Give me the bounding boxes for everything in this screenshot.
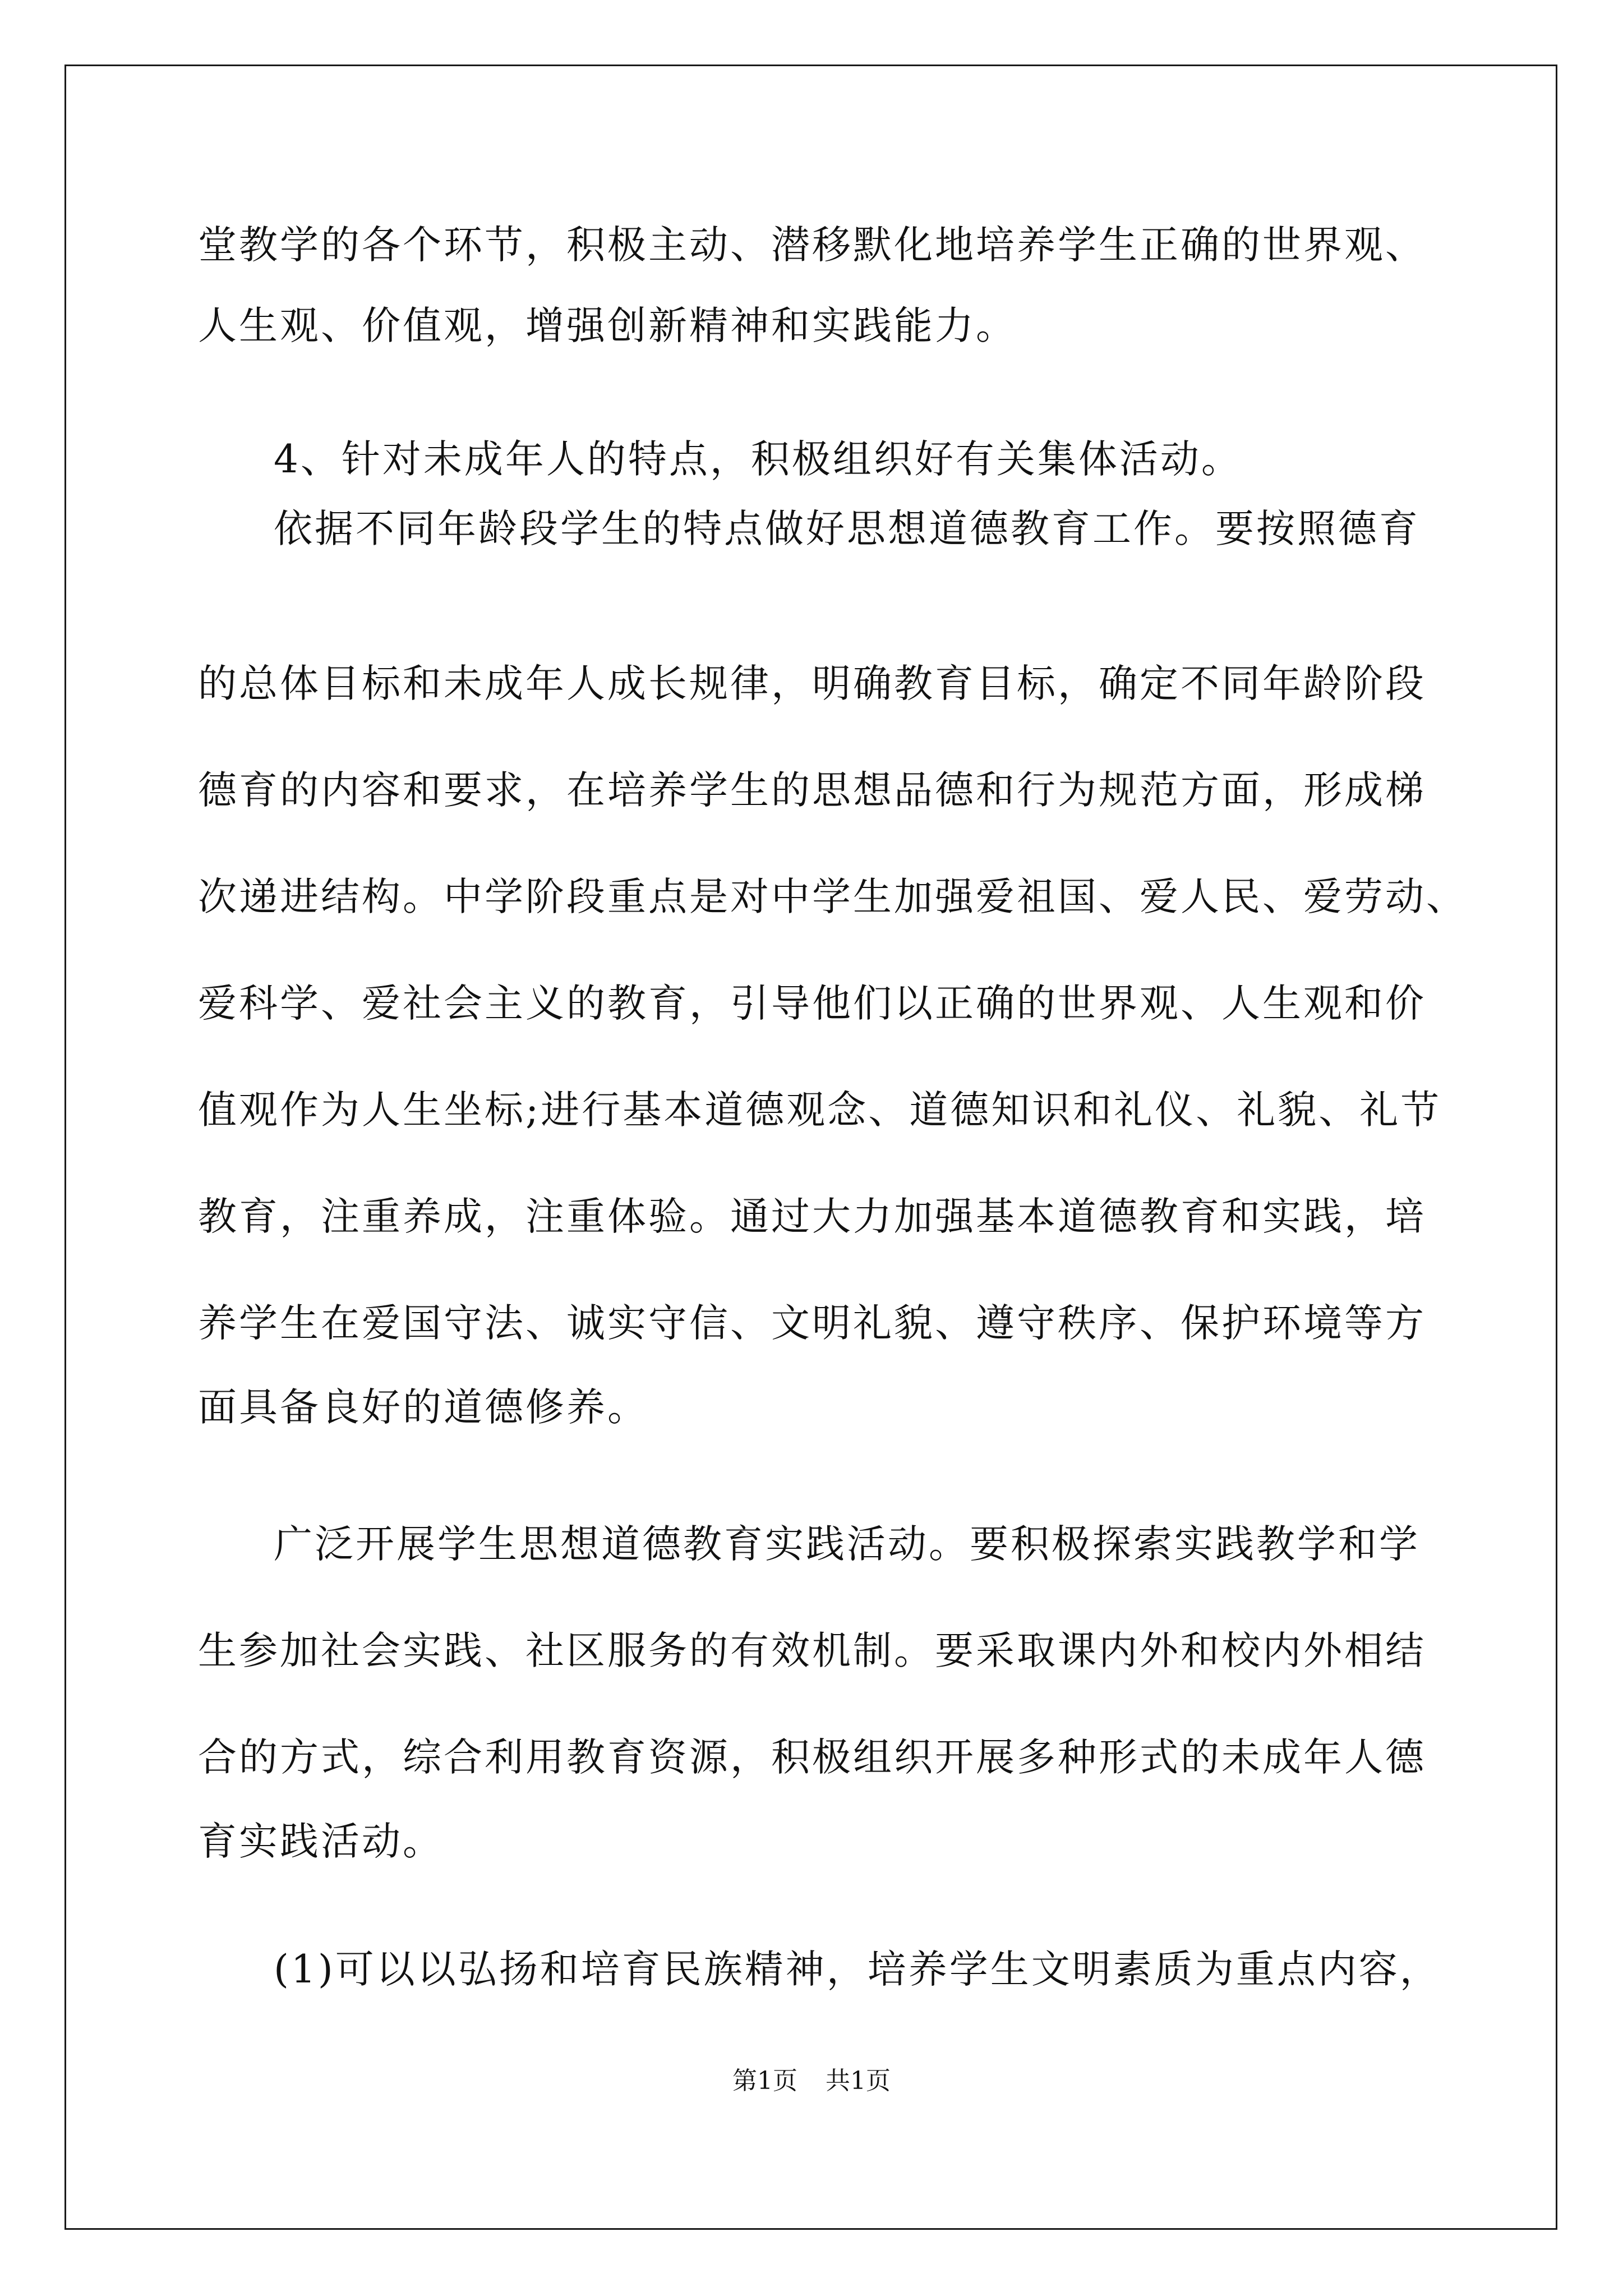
text-line: 爱科学、爱社会主义的教育，引导他们以正确的世界观、人生观和价 (198, 981, 1426, 1026)
text-line: (1)可以以弘扬和培育民族精神，培养学生文明素质为重点内容， (274, 1947, 1441, 1992)
text-line: 合的方式，综合利用教育资源，积极组织开展多种形式的未成年人德 (198, 1735, 1426, 1780)
text-line: 的总体目标和未成年人成长规律，明确教育目标，确定不同年龄阶段 (198, 661, 1426, 706)
page-number-total: 共1页 (826, 2067, 891, 2095)
text-line: 广泛开展学生思想道德教育实践活动。要积极探索实践教学和学 (274, 1522, 1420, 1567)
text-line: 堂教学的各个环节，积极主动、潜移默化地培养学生正确的世界观、 (198, 223, 1426, 268)
page-footer (0, 2064, 1623, 2098)
text-line: 养学生在爱国守法、诚实守信、文明礼貌、遵守秩序、保护环境等方 (198, 1301, 1426, 1346)
text-line: 教育，注重养成，注重体验。通过大力加强基本道德教育和实践，培 (198, 1194, 1426, 1239)
text-line: 德育的内容和要求，在培养学生的思想品德和行为规范方面，形成梯 (198, 768, 1426, 813)
text-line: 次递进结构。中学阶段重点是对中学生加强爱祖国、爱人民、爱劳动、 (198, 875, 1467, 919)
text-line: 育实践活动。 (198, 1819, 444, 1864)
page-number-current: 第1页 (732, 2067, 797, 2095)
text-line: 值观作为人生坐标;进行基本道德观念、道德知识和礼仪、礼貌、礼节 (198, 1088, 1442, 1133)
text-line: 依据不同年龄段学生的特点做好思想道德教育工作。要按照德育 (274, 507, 1420, 551)
text-line: 生参加社会实践、社区服务的有效机制。要采取课内外和校内外相结 (198, 1628, 1426, 1673)
text-line: 人生观、价值观，增强创新精神和实践能力。 (198, 303, 1017, 348)
text-line: 面具备良好的道德修养。 (198, 1385, 648, 1430)
page-border (64, 65, 1557, 2230)
paragraph-heading: 4、针对未成年人的特点，积极组织好有关集体活动。 (274, 437, 1242, 482)
